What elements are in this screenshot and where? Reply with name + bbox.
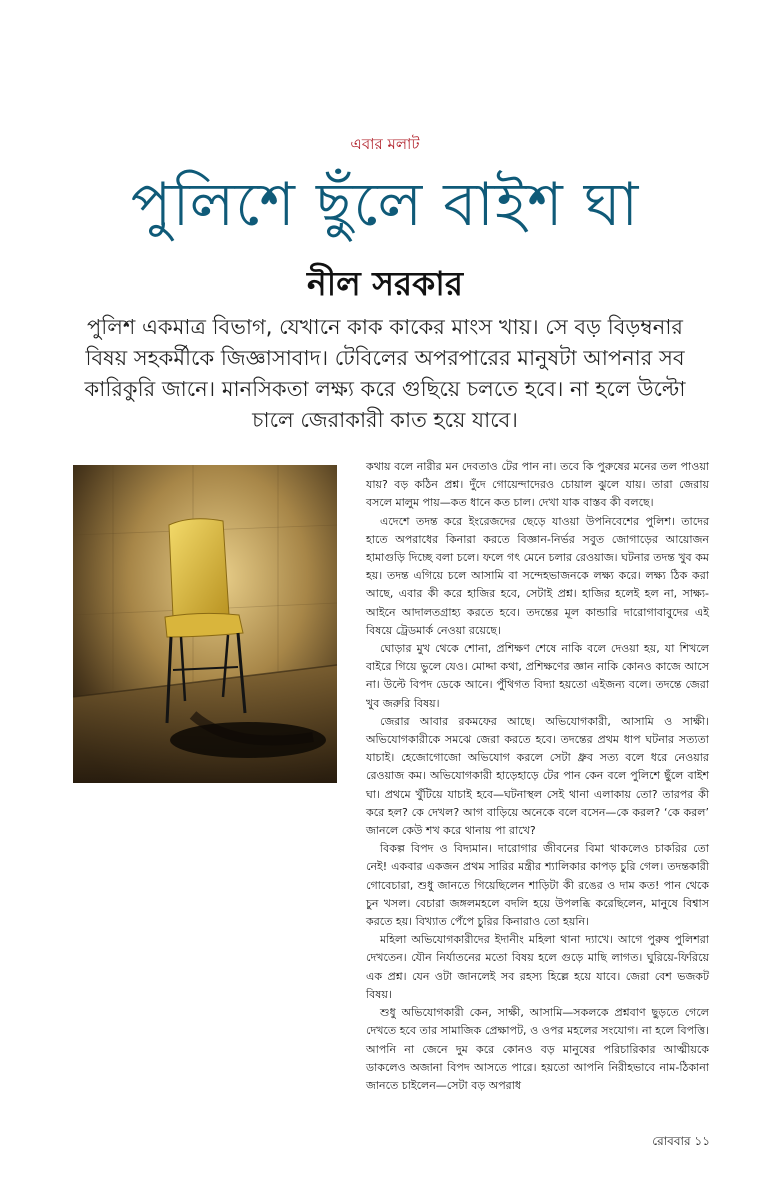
article-title: পুলিশে ছুঁলে বাইশ ঘা <box>130 170 640 240</box>
article-paragraph: কথায় বলে নারীর মন দেবতাও টের পান না। তবে কি পুরুষের মনের তল পাওয়া যায়? বড় কঠিন প্রশ্ন। দুঁদে গোয়েন্দাদেরও চোয়াল ঝুলে যায়। তারা জেরায় বসলে মালুম পায়—কত ধানে কত চাল। দেখা যাক বাস্তব কী বলছে। <box>366 460 709 510</box>
article-paragraph: জেরার আবার রকমফের আছে। অভিযোগকারী, আসামি ও সাক্ষী। অভিযোগকারীকে সমঝে জেরা করতে হবে। তদন্তের প্রথম ধাপ ঘটনার সত্যতা যাচাই। হেজোগোজো অভিযোগ করলে সেটা ধ্রুব সত্য বলে ধরে নেওয়ার রেওয়াজ কম। অভিযোগকারী হাড়েহাড়ে টের পান কেন বলে পুলিশে ছুঁলে বাইশ ঘা। প্রথমে খুঁটিয়ে যাচাই হবে—ঘটনাস্থল সেই থানা এলাকায় তো? তারপর কী করে হল? কে দেখল? আগ বাড়িয়ে অনেকে বলে বসেন—কে করল? ‘কে করল’ জানলে কেউ শখ করে থানায় পা রাখে? <box>366 714 709 838</box>
article-paragraph: মহিলা অভিযোগকারীদের ইদানীং মহিলা থানা দ্যাখে। আগে পুরুষ পুলিশরা দেখতেন। যৌন নির্যাতনের মতো বিষয় হলে গুড়ে মাছি লাগত। ঘুরিয়ে-ফিরিয়ে এক প্রশ্ন। যেন ওটা জানলেই সব রহস্য হিল্লে হয়ে যাবে। জেরা বেশ ভজকট বিষয়। <box>366 933 709 1001</box>
article-paragraph: এদেশে তদন্ত করে ইংরেজদের ছেড়ে যাওয়া উপনিবেশের পুলিশ। তাদের হাতে অপরাধের কিনারা করতে বিজ্ঞান-নির্ভর সবুত জোগাড়ের আয়োজন হামাগুড়ি দিচ্ছে বলা চলে। ফলে গৎ মেনে চলার রেওয়াজ। ঘটনার তদন্ত খুব কম হয়। তদন্ত এগিয়ে চলে আসামি বা সন্দেহভাজনকে লক্ষ্য করে। লক্ষ্য ঠিক করা আছে, এবার কী করে হাজির হবে, সেটাই প্রশ্ন। হাজির হলেই হল না, সাক্ষ্য-আইনে আদালতগ্রাহ্য করতে হবে। তদন্তের মূল কান্ডারি দারোগাবাবুদের এই বিষয়ে ট্রেডমার্ক নেওয়া রয়েছে। <box>366 514 709 637</box>
article-paragraph: শুধু অভিযোগকারী কেন, সাক্ষী, আসামি—সকলকে প্রশ্নবাণ ছুড়তে গেলে দেখতে হবে তার সামাজিক প্রেক্ষাপট, ও ওপর মহলের সংযোগ। না হলে বিপত্তি। আপনি না জেনে দুম করে কোনও বড় মানুষের পরিচারিকার আত্মীয়কে ডাকলেও অজানা বিপদ আসতে পারে। হয়তো আপনি নিরীহভাবে নাম-ঠিকানা জানতে চাইলেন—সেটা বড় অপরাধ <box>366 1006 709 1092</box>
article-standfirst: পুলিশ একমাত্র বিভাগ, যেখানে কাক কাকের মাংস খায়। সে বড় বিড়ম্বনার বিষয় সহকর্মীকে জিজ্ঞাসাবাদ। টেবিলের অপরপারের মানুষটা আপনার সব কারিকুরি জানে। মানসিকতা লক্ষ্য করে গুছিয়ে চলতে হবে। না হলে উল্টো চালে জেরাকারী কাত হয়ে যাবে। <box>84 315 686 432</box>
author-byline: নীল সরকার <box>307 264 463 303</box>
chair-illustration <box>73 465 337 783</box>
section-kicker: এবার মলাট <box>350 135 420 153</box>
article-paragraph: ঘোড়ার মুখ থেকে শোনা, প্রশিক্ষণ শেষে নাকি বলে দেওয়া হয়, যা শিখলে বাইরে গিয়ে ভুলে যেও। মোদ্দা কথা, প্রশিক্ষণের জ্ঞান নাকি কোনও কাজে আসে না। উল্টে বিপদ ডেকে আনে। পুঁথিগত বিদ্যা হয়তো এইজন্য বলে। তদন্তে জেরা খুব জরুরি বিষয়। <box>366 642 709 710</box>
chair-photo <box>73 465 337 783</box>
article-paragraph: বিকল্প বিপদ ও বিদ্যমান। দারোগার জীবনের বিমা থাকলেও চাকরির তো নেই! একবার একজন প্রথম সারির মন্ত্রীর শ্যালিকার কাপড় চুরি গেল। তদন্তকারী গোবেচারা, শুধু জানতে গিয়েছিলেন শাড়িটা কী রঙের ও দাম কত! পান থেকে চুন খসল। বেচারা জঙ্গলমহলে বদলি হয়ে উপলব্ধি করেছিলেন, মানুষে বিশ্বাস করতে হয়। বিখ্যাত পেঁপে চুরির কিনারাও তো হয়নি। <box>366 842 709 929</box>
article-body <box>366 458 709 1095</box>
page-folio: রোববার ১১ <box>652 1134 710 1148</box>
